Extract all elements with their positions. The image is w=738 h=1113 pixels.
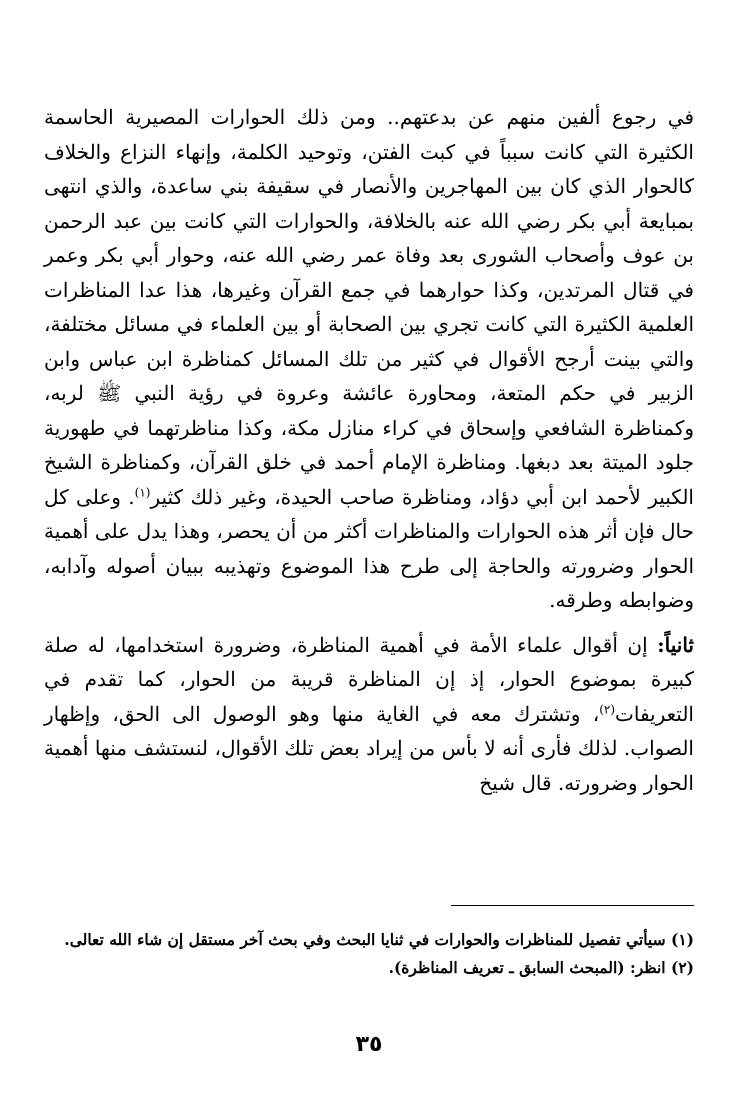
paragraph-two-tail: ، وتشترك معه في الغاية منها وهو الوصول الى الحق، وإظهار الصواب. لذلك فأرى أنه لا بأس من إيراد بعض تلك الأقوال، لنستشف منها أهمية الحوار وضرورته. قال شيخ — [44, 701, 694, 795]
footnotes — [44, 926, 694, 982]
footnote-one: (١) سيأتي تفصيل للمناظرات والحوارات في ثنايا البحث وفي بحث آخر مستقل إن شاء الله تعالى. — [64, 930, 694, 949]
paragraph-two-text: إن أقوال علماء الأمة في أهمية المناظرة، وضرورة استخدامها، له صلة كبيرة بموضوع الحوار، إذ إن المناظرة قريبة من الحوار، كما تقدم في التعريفات — [44, 632, 694, 726]
footnote-two: (٢) انظر: (المبحث السابق ـ تعريف المناظرة). — [388, 958, 694, 977]
paragraph-one — [44, 100, 694, 618]
footnote-separator-rule — [451, 905, 694, 906]
body-text — [44, 100, 694, 800]
footnote-reference-two: (٢) — [599, 701, 616, 716]
paragraph-one-tail: . وعلى كل حال فإن أثر هذه الحوارات والمناظرات أكثر من أن يحصر، وهذا يدل على أهمية الحوار وضرورته والحاجة إلى طرح هذا الموضوع وتهذيبه ببيان أصوله وآدابه، وضوابطه وطرقه. — [44, 484, 694, 612]
paragraph-one-text: في رجوع ألفين منهم عن بدعتهم.. ومن ذلك الحوارات المصيرية الحاسمة الكثيرة التي كانت سبباً في كبت الفتن، وتوحيد الكلمة، وإنهاء النزاع والخلاف كالحوار الذي كان بين المهاجرين والأنصار في سقيفة بني ساعدة، والذي انتهى بمبايعة أبي بكر رضي الله عنه بالخلافة، والحوارات التي كانت بين عبد الرحمن بن عوف وأصحاب الشورى بعد وفاة عمر رضي الله عنه، وحوار أبي بكر وعمر في قتال المرتدين، وكذا حوارهما في جمع القرآن وغيرها، هذا عدا المناظرات العلمية الكثيرة التي كانت تجري بين الصحابة أو بين العلماء في مسائل مختلفة، والتي بينت أرجح الأقوال في كثير من تلك المسائل كمناظرة ابن عباس وابن الزبير في حكم المتعة، ومحاورة عائشة وعروة في رؤية النبي ﷺ لربه، وكمناظرة الشافعي وإسحاق في كراء منازل مكة، وكذا مناظرتهما في طهورية جلود الميتة بعد دبغها. ومناظرة الإمام أحمد في خلق القرآن، وكمناظرة الشيخ الكبير لأحمد ابن أبي دؤاد، ومناظرة صاحب الحيدة، وغير ذلك كثير — [44, 105, 694, 509]
footnote-reference-one: (١) — [134, 484, 151, 499]
paragraph-two-lead-word: ثانياً: — [657, 632, 694, 657]
paragraph-two — [44, 628, 694, 801]
page-number: ٣٥ — [355, 1032, 383, 1057]
